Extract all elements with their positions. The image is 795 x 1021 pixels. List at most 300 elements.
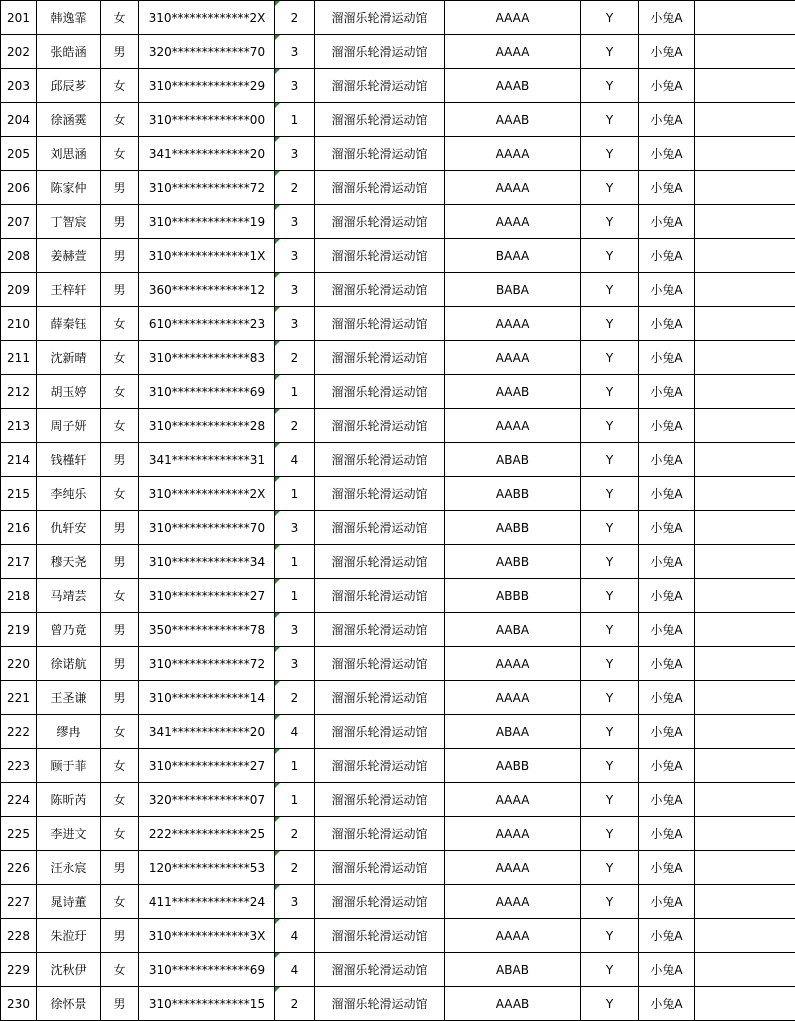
venue-cell[interactable]: 溜溜乐轮滑运动馆 (315, 477, 445, 511)
flag-cell[interactable]: Y (581, 341, 639, 375)
name-cell[interactable]: 周子妍 (37, 409, 101, 443)
venue-cell[interactable]: 溜溜乐轮滑运动馆 (315, 715, 445, 749)
coach-cell[interactable]: 小兔A (639, 477, 695, 511)
grade-cell[interactable]: AAAA (445, 341, 581, 375)
name-cell[interactable]: 李进文 (37, 817, 101, 851)
grade-cell[interactable]: AAAB (445, 987, 581, 1021)
gender-cell[interactable]: 男 (101, 273, 139, 307)
name-cell[interactable]: 沈新晴 (37, 341, 101, 375)
count-cell[interactable]: 1 (275, 103, 315, 137)
grade-cell[interactable]: AAAB (445, 375, 581, 409)
coach-cell[interactable]: 小兔A (639, 273, 695, 307)
venue-cell[interactable]: 溜溜乐轮滑运动馆 (315, 1, 445, 35)
gender-cell[interactable]: 男 (101, 987, 139, 1021)
count-cell[interactable]: 1 (275, 783, 315, 817)
id-number-cell[interactable]: 360*************12 (139, 273, 275, 307)
empty-cell[interactable] (695, 545, 795, 579)
gender-cell[interactable]: 女 (101, 307, 139, 341)
id-number-cell[interactable]: 411*************24 (139, 885, 275, 919)
empty-cell[interactable] (695, 239, 795, 273)
id-number-cell[interactable]: 310*************69 (139, 375, 275, 409)
row-number[interactable]: 230 (1, 987, 37, 1021)
flag-cell[interactable]: Y (581, 817, 639, 851)
coach-cell[interactable]: 小兔A (639, 715, 695, 749)
count-cell[interactable]: 2 (275, 409, 315, 443)
gender-cell[interactable]: 女 (101, 69, 139, 103)
name-cell[interactable]: 王梓轩 (37, 273, 101, 307)
count-cell[interactable]: 2 (275, 341, 315, 375)
coach-cell[interactable]: 小兔A (639, 613, 695, 647)
id-number-cell[interactable]: 341*************20 (139, 715, 275, 749)
grade-cell[interactable]: AAAA (445, 885, 581, 919)
gender-cell[interactable]: 女 (101, 817, 139, 851)
coach-cell[interactable]: 小兔A (639, 171, 695, 205)
name-cell[interactable]: 刘思涵 (37, 137, 101, 171)
gender-cell[interactable]: 女 (101, 103, 139, 137)
empty-cell[interactable] (695, 205, 795, 239)
venue-cell[interactable]: 溜溜乐轮滑运动馆 (315, 239, 445, 273)
id-number-cell[interactable]: 320*************07 (139, 783, 275, 817)
gender-cell[interactable]: 女 (101, 409, 139, 443)
name-cell[interactable]: 顾于菲 (37, 749, 101, 783)
grade-cell[interactable]: AAAA (445, 35, 581, 69)
empty-cell[interactable] (695, 511, 795, 545)
empty-cell[interactable] (695, 647, 795, 681)
empty-cell[interactable] (695, 137, 795, 171)
empty-cell[interactable] (695, 953, 795, 987)
venue-cell[interactable]: 溜溜乐轮滑运动馆 (315, 885, 445, 919)
grade-cell[interactable]: AAAA (445, 647, 581, 681)
row-number[interactable]: 204 (1, 103, 37, 137)
id-number-cell[interactable]: 610*************23 (139, 307, 275, 341)
gender-cell[interactable]: 女 (101, 749, 139, 783)
count-cell[interactable]: 1 (275, 477, 315, 511)
coach-cell[interactable]: 小兔A (639, 239, 695, 273)
row-number[interactable]: 224 (1, 783, 37, 817)
count-cell[interactable]: 4 (275, 919, 315, 953)
flag-cell[interactable]: Y (581, 749, 639, 783)
count-cell[interactable]: 3 (275, 511, 315, 545)
gender-cell[interactable]: 男 (101, 681, 139, 715)
gender-cell[interactable]: 男 (101, 613, 139, 647)
gender-cell[interactable]: 男 (101, 851, 139, 885)
id-number-cell[interactable]: 310*************2X (139, 1, 275, 35)
empty-cell[interactable] (695, 375, 795, 409)
empty-cell[interactable] (695, 35, 795, 69)
empty-cell[interactable] (695, 1, 795, 35)
coach-cell[interactable]: 小兔A (639, 545, 695, 579)
grade-cell[interactable]: AAAA (445, 307, 581, 341)
id-number-cell[interactable]: 310*************3X (139, 919, 275, 953)
row-number[interactable]: 215 (1, 477, 37, 511)
name-cell[interactable]: 张皓涵 (37, 35, 101, 69)
flag-cell[interactable]: Y (581, 545, 639, 579)
gender-cell[interactable]: 男 (101, 35, 139, 69)
empty-cell[interactable] (695, 851, 795, 885)
count-cell[interactable]: 4 (275, 953, 315, 987)
count-cell[interactable]: 4 (275, 715, 315, 749)
grade-cell[interactable]: AAAA (445, 205, 581, 239)
coach-cell[interactable]: 小兔A (639, 443, 695, 477)
empty-cell[interactable] (695, 987, 795, 1021)
count-cell[interactable]: 2 (275, 1, 315, 35)
id-number-cell[interactable]: 310*************72 (139, 171, 275, 205)
venue-cell[interactable]: 溜溜乐轮滑运动馆 (315, 307, 445, 341)
venue-cell[interactable]: 溜溜乐轮滑运动馆 (315, 851, 445, 885)
name-cell[interactable]: 胡玉婷 (37, 375, 101, 409)
grade-cell[interactable]: ABAA (445, 715, 581, 749)
id-number-cell[interactable]: 310*************69 (139, 953, 275, 987)
count-cell[interactable]: 3 (275, 885, 315, 919)
venue-cell[interactable]: 溜溜乐轮滑运动馆 (315, 375, 445, 409)
count-cell[interactable]: 3 (275, 273, 315, 307)
gender-cell[interactable]: 女 (101, 341, 139, 375)
row-number[interactable]: 223 (1, 749, 37, 783)
empty-cell[interactable] (695, 69, 795, 103)
venue-cell[interactable]: 溜溜乐轮滑运动馆 (315, 749, 445, 783)
gender-cell[interactable]: 女 (101, 783, 139, 817)
grade-cell[interactable]: ABBB (445, 579, 581, 613)
empty-cell[interactable] (695, 341, 795, 375)
gender-cell[interactable]: 女 (101, 579, 139, 613)
id-number-cell[interactable]: 310*************83 (139, 341, 275, 375)
coach-cell[interactable]: 小兔A (639, 375, 695, 409)
count-cell[interactable]: 3 (275, 647, 315, 681)
grade-cell[interactable]: AAAA (445, 783, 581, 817)
grade-cell[interactable]: AAAA (445, 919, 581, 953)
grade-cell[interactable]: AAAB (445, 103, 581, 137)
flag-cell[interactable]: Y (581, 137, 639, 171)
id-number-cell[interactable]: 310*************00 (139, 103, 275, 137)
row-number[interactable]: 218 (1, 579, 37, 613)
name-cell[interactable]: 缪冉 (37, 715, 101, 749)
row-number[interactable]: 221 (1, 681, 37, 715)
grade-cell[interactable]: AAAA (445, 851, 581, 885)
id-number-cell[interactable]: 350*************78 (139, 613, 275, 647)
count-cell[interactable]: 1 (275, 749, 315, 783)
venue-cell[interactable]: 溜溜乐轮滑运动馆 (315, 205, 445, 239)
flag-cell[interactable]: Y (581, 273, 639, 307)
venue-cell[interactable]: 溜溜乐轮滑运动馆 (315, 273, 445, 307)
name-cell[interactable]: 钱槿轩 (37, 443, 101, 477)
row-number[interactable]: 207 (1, 205, 37, 239)
count-cell[interactable]: 2 (275, 171, 315, 205)
gender-cell[interactable]: 男 (101, 205, 139, 239)
empty-cell[interactable] (695, 443, 795, 477)
flag-cell[interactable]: Y (581, 681, 639, 715)
empty-cell[interactable] (695, 919, 795, 953)
count-cell[interactable]: 1 (275, 579, 315, 613)
count-cell[interactable]: 3 (275, 205, 315, 239)
count-cell[interactable]: 3 (275, 69, 315, 103)
row-number[interactable]: 225 (1, 817, 37, 851)
row-number[interactable]: 228 (1, 919, 37, 953)
empty-cell[interactable] (695, 681, 795, 715)
flag-cell[interactable]: Y (581, 239, 639, 273)
grade-cell[interactable]: BAAA (445, 239, 581, 273)
name-cell[interactable]: 仇轩安 (37, 511, 101, 545)
id-number-cell[interactable]: 341*************20 (139, 137, 275, 171)
grade-cell[interactable]: AABB (445, 511, 581, 545)
flag-cell[interactable]: Y (581, 409, 639, 443)
gender-cell[interactable]: 男 (101, 443, 139, 477)
count-cell[interactable]: 4 (275, 443, 315, 477)
name-cell[interactable]: 李纯乐 (37, 477, 101, 511)
id-number-cell[interactable]: 310*************28 (139, 409, 275, 443)
flag-cell[interactable]: Y (581, 885, 639, 919)
coach-cell[interactable]: 小兔A (639, 987, 695, 1021)
grade-cell[interactable]: AAAA (445, 171, 581, 205)
coach-cell[interactable]: 小兔A (639, 205, 695, 239)
coach-cell[interactable]: 小兔A (639, 953, 695, 987)
id-number-cell[interactable]: 320*************70 (139, 35, 275, 69)
row-number[interactable]: 208 (1, 239, 37, 273)
row-number[interactable]: 229 (1, 953, 37, 987)
grade-cell[interactable]: AABA (445, 613, 581, 647)
name-cell[interactable]: 晁诗董 (37, 885, 101, 919)
empty-cell[interactable] (695, 783, 795, 817)
count-cell[interactable]: 2 (275, 817, 315, 851)
row-number[interactable]: 217 (1, 545, 37, 579)
id-number-cell[interactable]: 310*************27 (139, 579, 275, 613)
name-cell[interactable]: 韩逸霏 (37, 1, 101, 35)
venue-cell[interactable]: 溜溜乐轮滑运动馆 (315, 35, 445, 69)
name-cell[interactable]: 曾乃竟 (37, 613, 101, 647)
flag-cell[interactable]: Y (581, 69, 639, 103)
flag-cell[interactable]: Y (581, 851, 639, 885)
grade-cell[interactable]: AAAA (445, 817, 581, 851)
id-number-cell[interactable]: 310*************1X (139, 239, 275, 273)
name-cell[interactable]: 徐涵霙 (37, 103, 101, 137)
venue-cell[interactable]: 溜溜乐轮滑运动馆 (315, 783, 445, 817)
gender-cell[interactable]: 男 (101, 511, 139, 545)
count-cell[interactable]: 3 (275, 35, 315, 69)
name-cell[interactable]: 姜赫萱 (37, 239, 101, 273)
row-number[interactable]: 201 (1, 1, 37, 35)
coach-cell[interactable]: 小兔A (639, 35, 695, 69)
row-number[interactable]: 211 (1, 341, 37, 375)
flag-cell[interactable]: Y (581, 35, 639, 69)
venue-cell[interactable]: 溜溜乐轮滑运动馆 (315, 341, 445, 375)
flag-cell[interactable]: Y (581, 443, 639, 477)
flag-cell[interactable]: Y (581, 953, 639, 987)
count-cell[interactable]: 3 (275, 307, 315, 341)
name-cell[interactable]: 朱涖玗 (37, 919, 101, 953)
flag-cell[interactable]: Y (581, 579, 639, 613)
name-cell[interactable]: 王圣谦 (37, 681, 101, 715)
empty-cell[interactable] (695, 409, 795, 443)
gender-cell[interactable]: 女 (101, 477, 139, 511)
grade-cell[interactable]: AAAA (445, 1, 581, 35)
coach-cell[interactable]: 小兔A (639, 817, 695, 851)
count-cell[interactable]: 2 (275, 987, 315, 1021)
id-number-cell[interactable]: 310*************2X (139, 477, 275, 511)
gender-cell[interactable]: 男 (101, 545, 139, 579)
venue-cell[interactable]: 溜溜乐轮滑运动馆 (315, 409, 445, 443)
coach-cell[interactable]: 小兔A (639, 885, 695, 919)
id-number-cell[interactable]: 310*************14 (139, 681, 275, 715)
count-cell[interactable]: 1 (275, 545, 315, 579)
gender-cell[interactable]: 女 (101, 375, 139, 409)
venue-cell[interactable]: 溜溜乐轮滑运动馆 (315, 103, 445, 137)
venue-cell[interactable]: 溜溜乐轮滑运动馆 (315, 817, 445, 851)
id-number-cell[interactable]: 310*************29 (139, 69, 275, 103)
empty-cell[interactable] (695, 817, 795, 851)
row-number[interactable]: 214 (1, 443, 37, 477)
coach-cell[interactable]: 小兔A (639, 103, 695, 137)
flag-cell[interactable]: Y (581, 783, 639, 817)
flag-cell[interactable]: Y (581, 205, 639, 239)
name-cell[interactable]: 薛秦钰 (37, 307, 101, 341)
coach-cell[interactable]: 小兔A (639, 409, 695, 443)
grade-cell[interactable]: AAAA (445, 681, 581, 715)
count-cell[interactable]: 3 (275, 613, 315, 647)
id-number-cell[interactable]: 310*************34 (139, 545, 275, 579)
coach-cell[interactable]: 小兔A (639, 1, 695, 35)
flag-cell[interactable]: Y (581, 171, 639, 205)
flag-cell[interactable]: Y (581, 987, 639, 1021)
flag-cell[interactable]: Y (581, 511, 639, 545)
gender-cell[interactable]: 男 (101, 239, 139, 273)
row-number[interactable]: 226 (1, 851, 37, 885)
grade-cell[interactable]: ABAB (445, 953, 581, 987)
coach-cell[interactable]: 小兔A (639, 749, 695, 783)
id-number-cell[interactable]: 310*************15 (139, 987, 275, 1021)
count-cell[interactable]: 3 (275, 239, 315, 273)
coach-cell[interactable]: 小兔A (639, 919, 695, 953)
empty-cell[interactable] (695, 715, 795, 749)
id-number-cell[interactable]: 310*************72 (139, 647, 275, 681)
venue-cell[interactable]: 溜溜乐轮滑运动馆 (315, 69, 445, 103)
count-cell[interactable]: 2 (275, 851, 315, 885)
row-number[interactable]: 222 (1, 715, 37, 749)
grade-cell[interactable]: AAAA (445, 409, 581, 443)
empty-cell[interactable] (695, 273, 795, 307)
venue-cell[interactable]: 溜溜乐轮滑运动馆 (315, 987, 445, 1021)
coach-cell[interactable]: 小兔A (639, 307, 695, 341)
grade-cell[interactable]: ABAB (445, 443, 581, 477)
flag-cell[interactable]: Y (581, 613, 639, 647)
flag-cell[interactable]: Y (581, 103, 639, 137)
row-number[interactable]: 216 (1, 511, 37, 545)
empty-cell[interactable] (695, 749, 795, 783)
venue-cell[interactable]: 溜溜乐轮滑运动馆 (315, 953, 445, 987)
name-cell[interactable]: 沈秋伊 (37, 953, 101, 987)
id-number-cell[interactable]: 341*************31 (139, 443, 275, 477)
empty-cell[interactable] (695, 307, 795, 341)
coach-cell[interactable]: 小兔A (639, 511, 695, 545)
venue-cell[interactable]: 溜溜乐轮滑运动馆 (315, 681, 445, 715)
venue-cell[interactable]: 溜溜乐轮滑运动馆 (315, 171, 445, 205)
name-cell[interactable]: 马靖芸 (37, 579, 101, 613)
coach-cell[interactable]: 小兔A (639, 681, 695, 715)
gender-cell[interactable]: 女 (101, 715, 139, 749)
name-cell[interactable]: 丁智宸 (37, 205, 101, 239)
venue-cell[interactable]: 溜溜乐轮滑运动馆 (315, 613, 445, 647)
row-number[interactable]: 227 (1, 885, 37, 919)
name-cell[interactable]: 邱辰芗 (37, 69, 101, 103)
count-cell[interactable]: 1 (275, 375, 315, 409)
venue-cell[interactable]: 溜溜乐轮滑运动馆 (315, 443, 445, 477)
venue-cell[interactable]: 溜溜乐轮滑运动馆 (315, 545, 445, 579)
name-cell[interactable]: 徐怀景 (37, 987, 101, 1021)
gender-cell[interactable]: 女 (101, 885, 139, 919)
row-number[interactable]: 205 (1, 137, 37, 171)
name-cell[interactable]: 陈家仲 (37, 171, 101, 205)
flag-cell[interactable]: Y (581, 919, 639, 953)
id-number-cell[interactable]: 310*************27 (139, 749, 275, 783)
venue-cell[interactable]: 溜溜乐轮滑运动馆 (315, 919, 445, 953)
gender-cell[interactable]: 男 (101, 171, 139, 205)
empty-cell[interactable] (695, 579, 795, 613)
gender-cell[interactable]: 女 (101, 1, 139, 35)
empty-cell[interactable] (695, 477, 795, 511)
empty-cell[interactable] (695, 103, 795, 137)
venue-cell[interactable]: 溜溜乐轮滑运动馆 (315, 579, 445, 613)
coach-cell[interactable]: 小兔A (639, 341, 695, 375)
grade-cell[interactable]: AABB (445, 749, 581, 783)
id-number-cell[interactable]: 120*************53 (139, 851, 275, 885)
empty-cell[interactable] (695, 885, 795, 919)
coach-cell[interactable]: 小兔A (639, 851, 695, 885)
venue-cell[interactable]: 溜溜乐轮滑运动馆 (315, 647, 445, 681)
flag-cell[interactable]: Y (581, 715, 639, 749)
flag-cell[interactable]: Y (581, 477, 639, 511)
coach-cell[interactable]: 小兔A (639, 647, 695, 681)
name-cell[interactable]: 穆天尧 (37, 545, 101, 579)
row-number[interactable]: 210 (1, 307, 37, 341)
coach-cell[interactable]: 小兔A (639, 137, 695, 171)
gender-cell[interactable]: 女 (101, 953, 139, 987)
grade-cell[interactable]: BABA (445, 273, 581, 307)
flag-cell[interactable]: Y (581, 647, 639, 681)
coach-cell[interactable]: 小兔A (639, 783, 695, 817)
grade-cell[interactable]: AAAA (445, 137, 581, 171)
count-cell[interactable]: 2 (275, 681, 315, 715)
grade-cell[interactable]: AABB (445, 477, 581, 511)
row-number[interactable]: 209 (1, 273, 37, 307)
count-cell[interactable]: 3 (275, 137, 315, 171)
venue-cell[interactable]: 溜溜乐轮滑运动馆 (315, 511, 445, 545)
grade-cell[interactable]: AAAB (445, 69, 581, 103)
row-number[interactable]: 203 (1, 69, 37, 103)
empty-cell[interactable] (695, 171, 795, 205)
name-cell[interactable]: 徐诺航 (37, 647, 101, 681)
empty-cell[interactable] (695, 613, 795, 647)
row-number[interactable]: 213 (1, 409, 37, 443)
gender-cell[interactable]: 男 (101, 647, 139, 681)
coach-cell[interactable]: 小兔A (639, 69, 695, 103)
id-number-cell[interactable]: 222*************25 (139, 817, 275, 851)
venue-cell[interactable]: 溜溜乐轮滑运动馆 (315, 137, 445, 171)
row-number[interactable]: 202 (1, 35, 37, 69)
row-number[interactable]: 206 (1, 171, 37, 205)
name-cell[interactable]: 陈昕芮 (37, 783, 101, 817)
flag-cell[interactable]: Y (581, 307, 639, 341)
grade-cell[interactable]: AABB (445, 545, 581, 579)
gender-cell[interactable]: 男 (101, 919, 139, 953)
row-number[interactable]: 220 (1, 647, 37, 681)
name-cell[interactable]: 汪永宸 (37, 851, 101, 885)
id-number-cell[interactable]: 310*************70 (139, 511, 275, 545)
row-number[interactable]: 219 (1, 613, 37, 647)
id-number-cell[interactable]: 310*************19 (139, 205, 275, 239)
gender-cell[interactable]: 女 (101, 137, 139, 171)
row-number[interactable]: 212 (1, 375, 37, 409)
flag-cell[interactable]: Y (581, 375, 639, 409)
flag-cell[interactable]: Y (581, 1, 639, 35)
coach-cell[interactable]: 小兔A (639, 579, 695, 613)
